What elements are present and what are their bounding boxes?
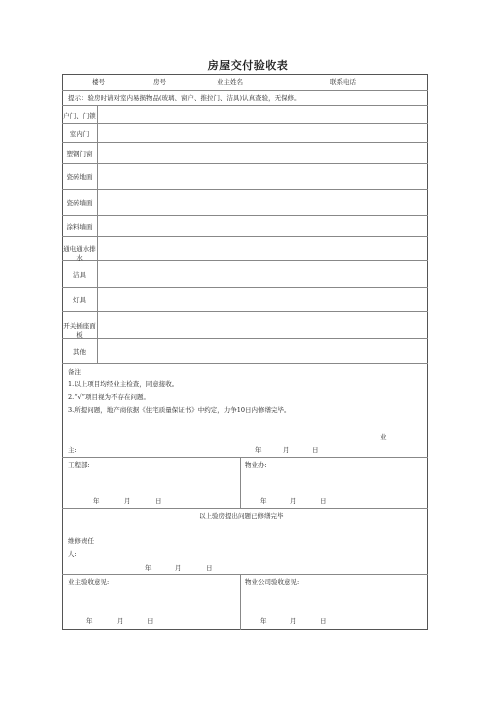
date-month: 月 [124, 497, 131, 505]
row-divider [62, 215, 428, 216]
page-title: 房屋交付验收表 [207, 59, 289, 72]
item-label-tile-wall: 瓷砖墙面 [66, 199, 93, 207]
date-month: 月 [290, 617, 297, 625]
row-divider [62, 311, 428, 312]
row-divider [62, 189, 428, 190]
date-year: 年 [255, 446, 262, 454]
date-month: 月 [117, 617, 124, 625]
date-day: 日 [206, 564, 213, 572]
date-month: 月 [175, 564, 182, 572]
contact-phone-label: 联系电话 [330, 78, 356, 86]
signature-column-divider [240, 457, 241, 508]
row-divider [62, 236, 428, 237]
owner-sign-label-part-2: 主: [68, 446, 77, 454]
item-label-plastic-steel-windows: 塑钢门窗 [66, 150, 93, 158]
acceptance-form-frame [62, 74, 428, 630]
repairs-completed-note: 以上验房提出问题已修缮完毕 [199, 512, 284, 520]
row-divider [62, 142, 428, 143]
inspection-tip: 提示：验房时请对室内易损物品(玻璃、窗户、推拉门、洁具)认真查验，无保修。 [68, 94, 301, 102]
date-year: 年 [86, 617, 93, 625]
date-day: 日 [147, 617, 154, 625]
row-divider [62, 338, 428, 339]
remarks-line-2: 2.“√”项目视为不存在问题。 [68, 393, 150, 401]
building-number-label: 楼号 [92, 78, 105, 86]
remarks-line-1: 1.以上项目均经业主检查，同意接收。 [68, 380, 179, 388]
owner-sign-label-part-1: 业 [380, 433, 387, 441]
row-divider [62, 508, 428, 509]
property-office-label: 物业办: [245, 461, 267, 469]
date-day: 日 [320, 617, 327, 625]
remarks-heading: 备注 [68, 368, 81, 376]
item-label-sanitary-ware: 洁具 [73, 271, 86, 279]
date-year: 年 [145, 564, 152, 572]
item-label-other: 其他 [73, 348, 86, 356]
date-day: 日 [312, 446, 319, 454]
item-label-switch-socket-panel: 开关插座面板 [63, 322, 96, 339]
date-year: 年 [260, 497, 267, 505]
row-divider [62, 363, 428, 364]
date-year: 年 [93, 497, 100, 505]
row-divider [62, 105, 428, 106]
room-number-label: 房号 [153, 78, 166, 86]
item-label-painted-wall: 涂料墙面 [66, 223, 93, 231]
row-divider [62, 574, 428, 575]
row-divider [62, 287, 428, 288]
row-divider [62, 260, 428, 261]
item-label-interior-door: 室内门 [69, 130, 90, 138]
item-label-tile-floor: 瓷砖地面 [66, 173, 93, 181]
date-month: 月 [283, 446, 290, 454]
owner-opinion-label: 业主验收意见: [68, 578, 110, 586]
signature-column-divider [240, 574, 241, 630]
remarks-line-3: 3.所提问题，地产商依据《住宅质量保证书》中约定，力争10日内修缮完毕。 [68, 406, 291, 414]
repair-responsible-label-line-1: 维修责任 [68, 537, 94, 545]
row-divider [62, 90, 428, 91]
date-day: 日 [320, 497, 327, 505]
owner-name-label: 业主姓名 [217, 78, 243, 86]
row-divider [62, 457, 428, 458]
repair-responsible-label-line-2: 人: [68, 550, 77, 558]
item-label-door-lock: 户门、门锁 [63, 112, 96, 120]
row-divider [62, 163, 428, 164]
property-company-opinion-label: 物业公司验收意见: [245, 578, 300, 586]
date-month: 月 [290, 497, 297, 505]
row-divider [62, 123, 428, 124]
date-year: 年 [260, 617, 267, 625]
date-day: 日 [155, 497, 162, 505]
label-column-divider [97, 105, 98, 363]
item-label-utilities: 通电通水排水 [63, 245, 96, 262]
item-label-lighting: 灯具 [73, 296, 86, 304]
engineering-dept-label: 工程部: [68, 461, 90, 469]
